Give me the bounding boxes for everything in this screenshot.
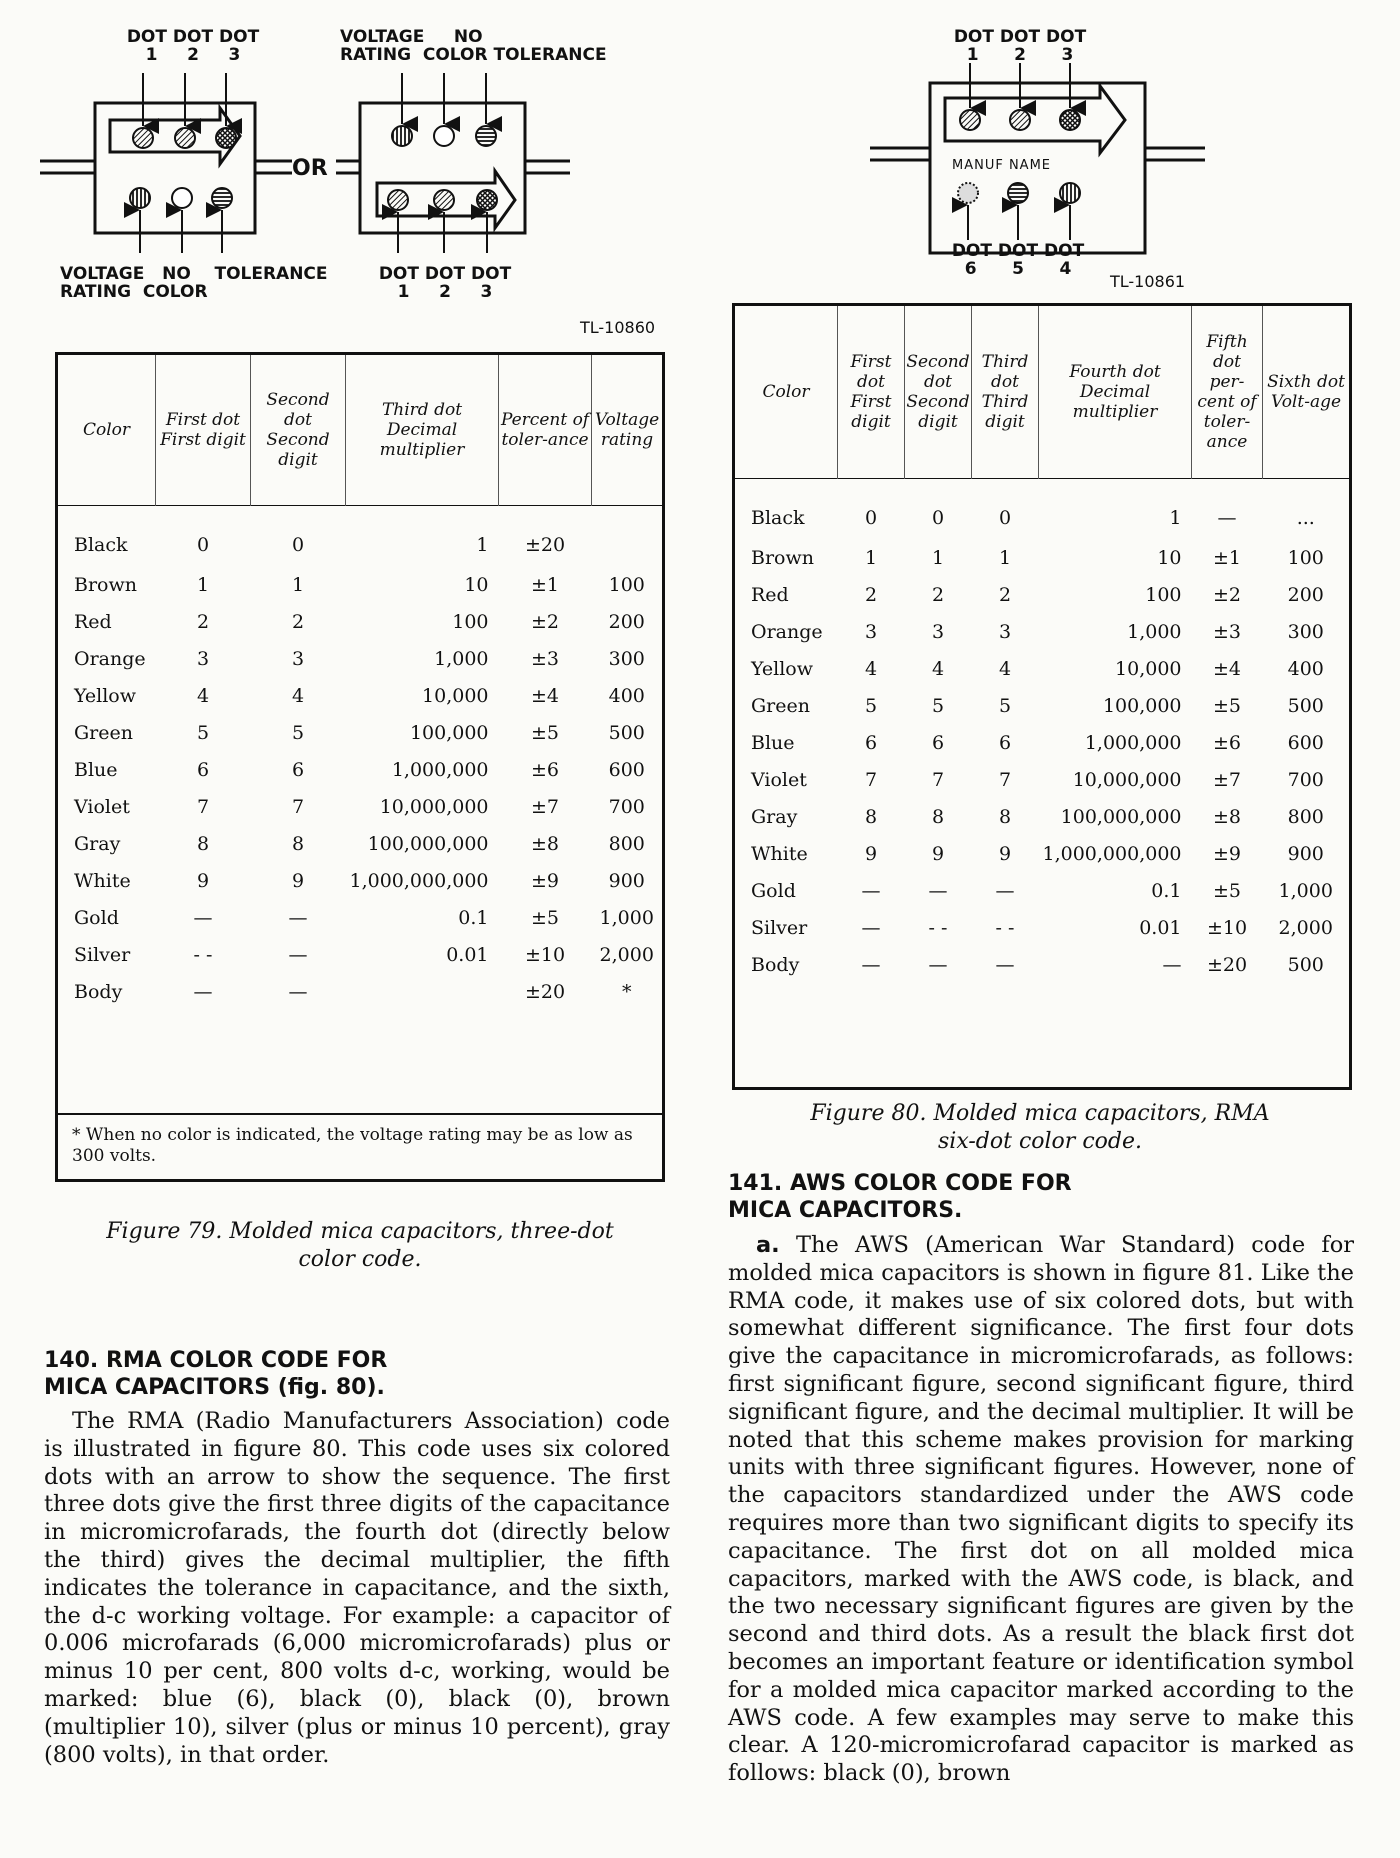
fig79-caption [60,1218,660,1274]
table-cell: ±5 [1213,879,1242,902]
color-name-cell: Red [751,583,789,606]
table-cell: ±8 [1213,805,1242,828]
table-cell: 1 [931,546,945,569]
col-header: Fourth dot Decimal multiplier [1039,306,1192,478]
color-name-cell: White [74,869,131,892]
fig79-table-frame [55,352,665,1182]
table-cell: 800 [1287,805,1324,828]
dot-number: 1 [145,45,158,65]
table-row [735,798,1349,835]
dot-3 [1060,110,1080,130]
table-cell: 8 [931,805,945,828]
table-cell: 1,000,000,000 [1042,842,1182,865]
table-cell: ±20 [524,980,566,1003]
color-name-cell: Yellow [751,657,813,680]
paragraph-label: a. [756,1232,780,1258]
section-140-heading [44,1347,684,1401]
color-label: COLOR [142,282,208,302]
table-row [735,478,1349,539]
col-header: Sixth dot Volt-age [1267,371,1345,412]
fig80-table [735,306,1349,983]
figure-ref: TL-10861 [1110,272,1186,291]
heading-line: MICA CAPACITORS (fig. 80). [44,1375,385,1400]
table-row [58,973,662,1010]
table-cell: — [928,879,948,902]
table-cell: 7 [998,768,1012,791]
table-row [58,936,662,973]
section-141-body [728,1232,1354,1788]
fig79-diagram [40,28,690,348]
table-cell: 2 [864,583,878,606]
rating-label-right: RATING [340,45,412,65]
table-cell: 0 [931,506,945,529]
table-cell: 1,000 [1127,620,1182,643]
table-cell: 600 [1287,731,1324,754]
color-name-cell: Brown [74,573,137,596]
table-cell: 400 [1287,657,1324,680]
table-cell: — [193,906,213,929]
table-cell: 1,000 [1278,879,1333,902]
table-cell: 10,000 [1115,657,1182,680]
table-cell: — [193,980,213,1003]
table-cell: 9 [196,869,210,892]
color-name-cell: Green [74,721,133,744]
rating-label: RATING [60,282,132,302]
table-row [58,714,662,751]
dot-label: DOT [424,264,466,284]
table-cell: ±5 [531,721,560,744]
table-cell: ±6 [531,758,560,781]
table-row [58,825,662,862]
table-cell: 5 [864,694,878,717]
fig80-table-frame [732,303,1352,1090]
dot-number: 2 [1014,45,1026,65]
table-cell: 5 [291,721,305,744]
table-row [735,576,1349,613]
col-header: Fifth dot per-cent of toler-ance [1192,306,1263,478]
table-cell: 1,000 [434,647,489,670]
table-cell: 2 [931,583,945,606]
table-cell: — [995,953,1015,976]
table-cell: 1,000,000 [391,758,489,781]
col-header: Third dot Decimal multiplier [346,355,499,505]
table-cell: 2 [196,610,210,633]
table-cell: — [861,953,881,976]
col-header: First dot First digit [838,306,905,478]
table-cell: ±20 [524,533,566,556]
table-cell: ±7 [531,795,560,818]
col-header: Second dot Second digit [251,355,346,505]
dot-number: 4 [1059,259,1072,279]
table-cell: 6 [864,731,878,754]
table-cell: - - [193,943,213,966]
table-cell: 0 [864,506,878,529]
dot-label: DOT [219,27,260,47]
caption-line: six-dot color code. [938,1129,1142,1154]
table-cell: 1 [998,546,1012,569]
table-row [58,640,662,677]
fig80-table-body [735,478,1349,983]
table-cell: ±9 [531,869,560,892]
table-row [58,788,662,825]
table-row [58,899,662,936]
voltage-dot-right [392,126,412,146]
color-name-cell: Gray [74,832,121,855]
col-header: Voltage rating [594,409,660,450]
voltage-label: VOLTAGE [60,264,145,284]
col-header: First dot First digit [156,355,251,505]
table-cell: 500 [1287,953,1324,976]
fig80-diagram [870,28,1260,298]
table-cell: 10,000,000 [1072,768,1182,791]
table-cell: 3 [196,647,210,670]
table-cell: 500 [1287,694,1324,717]
table-cell: 0 [196,533,210,556]
table-cell: 2,000 [599,943,654,966]
table-cell: - - [995,916,1015,939]
dot-label: DOT [999,27,1041,47]
table-cell: 3 [931,620,945,643]
table-row [735,946,1349,983]
col-header: Color [735,306,838,478]
dot-number: 1 [966,45,979,65]
dot-number: 2 [439,282,451,302]
table-cell: 8 [998,805,1012,828]
table-row [58,862,662,899]
table-cell: ±7 [1213,768,1242,791]
dot-label: DOT [1044,241,1085,261]
dot-1 [960,110,980,130]
table-cell: 10 [1157,546,1182,569]
dot-label: DOT [1046,27,1087,47]
dot-4 [1060,183,1080,203]
caption-line: color code. [298,1247,422,1272]
col-header: Percent of toler-ance [499,355,592,505]
table-cell: ±1 [1213,546,1242,569]
dot-label: DOT [172,27,214,47]
color-name-cell: Blue [74,758,118,781]
table-cell: 6 [931,731,945,754]
fig79-table [58,355,662,1010]
dot-6 [958,183,978,203]
col-header: Third dot Third digit [972,306,1039,478]
table-row [735,650,1349,687]
table-cell: 4 [931,657,945,680]
table-cell: ±4 [1213,657,1242,680]
dot-2 [1010,110,1030,130]
table-cell: 9 [291,869,305,892]
table-cell: 4 [864,657,878,680]
dot-label: DOT [471,264,512,284]
dot-number: 5 [1012,259,1024,279]
table-cell: 400 [608,684,645,707]
tolerance-label: TOLERANCE [214,264,328,284]
col-header: Second dot Second digit [905,306,972,478]
table-cell: — [928,953,948,976]
table-cell: 1,000,000 [1084,731,1182,754]
color-name-cell: Gold [751,879,796,902]
table-cell: 6 [196,758,210,781]
color-name-cell: Silver [751,916,808,939]
color-name-cell: Brown [751,546,814,569]
tolerance-label-right: TOLERANCE [493,45,607,65]
table-cell: ±2 [531,610,560,633]
dot-2 [175,128,195,148]
dot-number: 6 [964,259,977,279]
dot-label: DOT [126,27,167,47]
color-name-cell: Blue [751,731,795,754]
dot-number: 3 [1061,45,1074,65]
table-cell: 8 [864,805,878,828]
table-cell: — [1162,953,1182,976]
color-name-cell: Body [74,980,123,1003]
table-cell: 0.1 [1151,879,1182,902]
dot-number: 1 [397,282,410,302]
section-140-body: The RMA (Radio Manufacturers Association) code is illustrated in figure 80. This code uses six colored dots with an arrow to show the sequence. The first three dots give the first three digits of the capacitance in micromicrofarads, the fourth dot (directly below the third) gives the decimal multiplier, the fifth indicates the tolerance in capacitance, and the sixth, the d-c working voltage. For example: a capacitor of 0.006 microfarads (6,000 micromicrofarads) plus or minus 10 per cent, 800 volts d-c, working, would be marked: blue (6), black (0), black (0), brown (multiplier 10), silver (plus or minus 10 percent), gray (800 volts), in that order. [44,1408,670,1768]
table-cell: — [1217,506,1237,529]
table-cell: 7 [931,768,945,791]
table-cell: 100,000 [1102,694,1182,717]
no-label: NO [162,264,191,284]
capacitor-body-right [360,103,525,233]
table-cell: 800 [608,832,645,855]
color-name-cell: Orange [74,647,146,670]
table-cell: 7 [196,795,210,818]
table-cell: ±5 [531,906,560,929]
table-cell: 3 [998,620,1012,643]
caption-line: Figure 79. Molded mica capacitors, three-dot [106,1219,614,1244]
dot-label: DOT [997,241,1039,261]
color-name-cell: Black [751,506,805,529]
table-cell: 0.01 [1139,916,1182,939]
figure-ref: TL-10860 [580,318,656,337]
table-row [58,505,662,566]
table-cell: 300 [1287,620,1324,643]
table-cell: 7 [291,795,305,818]
dot-label: DOT [378,264,419,284]
table-cell: ±9 [1213,842,1242,865]
table-cell: 0 [291,533,305,556]
color-name-cell: Violet [74,795,130,818]
color-name-cell: Body [751,953,800,976]
no-label-right: NO [453,27,483,47]
table-cell: 9 [998,842,1012,865]
table-cell: 700 [608,795,645,818]
table-cell: ±8 [531,832,560,855]
table-cell: 0.01 [446,943,489,966]
table-cell: 4 [196,684,210,707]
table-cell: 1 [1169,506,1182,529]
table-cell: 6 [291,758,305,781]
table-cell: ±20 [1206,953,1248,976]
table-cell [592,505,662,566]
fig80-caption [740,1100,1340,1156]
table-cell: 1 [476,533,489,556]
table-cell: 4 [998,657,1012,680]
dot-2-right [434,190,454,210]
table-footnote: * When no color is indicated, the voltage rating may be as low as 300 volts. [58,1113,662,1179]
table-cell: ±3 [531,647,560,670]
table-row [735,835,1349,872]
table-row [735,687,1349,724]
dot-3-right [477,190,497,210]
table-row [735,613,1349,650]
table-cell: 900 [608,869,645,892]
table-cell: 0.1 [458,906,489,929]
table-cell: 100 [452,610,489,633]
table-cell: — [995,879,1015,902]
table-cell: 3 [864,620,878,643]
table-cell: 500 [608,721,645,744]
table-cell: 5 [931,694,945,717]
no-color-dot-right [434,126,454,146]
heading-line: 140. RMA COLOR CODE FOR [44,1348,388,1373]
table-cell: 200 [1287,583,1324,606]
table-cell: — [288,906,308,929]
dot-label: DOT [953,27,994,47]
color-name-cell: White [751,842,808,865]
table-cell: * [622,980,632,1003]
section-141-heading [728,1170,1368,1224]
dot-5 [1008,183,1028,203]
table-cell: ±6 [1213,731,1242,754]
table-cell: 600 [608,758,645,781]
table-cell: 3 [291,647,305,670]
table-cell: 6 [998,731,1012,754]
color-name-cell: Gray [751,805,798,828]
table-cell: 5 [998,694,1012,717]
dot-number: 3 [228,45,241,65]
manuf-name: MANUF NAME [952,158,1052,173]
table-cell: 2 [291,610,305,633]
table-cell: 10,000 [422,684,489,707]
table-cell: 8 [291,832,305,855]
table-cell: 100 [1145,583,1182,606]
table-cell: 200 [608,610,645,633]
color-name-cell: Gold [74,906,119,929]
table-cell: ±10 [524,943,566,966]
paragraph-text: The AWS (American War Standard) code for molded mica capacitors is shown in figure 81. Like the RMA code, it makes use of six colored dots, but with somewhat different significance. The first four dots give the capacitance in micromicrofarads, as follows: first significant figure, second significant figure, third significant figure, and the decimal multiplier. It will be noted that this scheme makes provision for marking units with three significant figures. However, none of the capacitors standardized under the AWS code requires more than two significant digits to specify its capacitance. The first dot on all molded mica capacitors, marked with the AWS code, is black, and the two necessary significant figures are given by the second and third dots. As a result the black first dot becomes an important feature or identification symbol for a molded mica capacitor marked according to the AWS code. A few examples may serve to make this clear. A 120-micromicrofarad capacitor is marked as follows: black (0), brown [728,1232,1354,1787]
table-cell: 900 [1287,842,1324,865]
heading-line: MICA CAPACITORS. [728,1198,963,1223]
col-header: Color [58,355,156,505]
table-cell: 100 [1287,546,1324,569]
table-cell: 1 [196,573,210,596]
color-name-cell: Black [74,533,128,556]
tolerance-dot-right [476,126,496,146]
table-row [735,909,1349,946]
voltage-dot [130,188,150,208]
table-cell: - - [928,916,948,939]
table-cell: ±2 [1213,583,1242,606]
table-row [58,566,662,603]
table-cell: 10,000,000 [379,795,489,818]
heading-line: 141. AWS COLOR CODE FOR [728,1171,1072,1196]
table-cell: 9 [864,842,878,865]
table-row [735,724,1349,761]
table-cell [346,973,499,1010]
dot-number: 2 [187,45,199,65]
table-row [58,677,662,714]
table-cell: ±5 [1213,694,1242,717]
table-cell: ±4 [531,684,560,707]
table-cell: 100,000 [409,721,489,744]
table-cell: — [288,943,308,966]
dot-1 [133,128,153,148]
table-cell: 7 [864,768,878,791]
table-cell: 100,000,000 [367,832,489,855]
color-name-cell: Silver [74,943,131,966]
table-cell: 700 [1287,768,1324,791]
color-label-right: COLOR [422,45,488,65]
color-name-cell: Orange [751,620,823,643]
table-cell: ... [1296,506,1315,529]
dot-number: 3 [480,282,493,302]
table-row [58,751,662,788]
table-cell: 300 [608,647,645,670]
caption-line: Figure 80. Molded mica capacitors, RMA [810,1101,1270,1126]
color-name-cell: Red [74,610,112,633]
table-cell: 1 [291,573,305,596]
voltage-label-right: VOLTAGE [340,27,425,47]
color-name-cell: Yellow [74,684,136,707]
table-cell: 9 [931,842,945,865]
color-name-cell: Green [751,694,810,717]
table-cell: 100 [608,573,645,596]
table-cell: 1 [864,546,878,569]
dot-1-right [388,190,408,210]
table-cell: 100,000,000 [1060,805,1182,828]
table-cell: 0 [998,506,1012,529]
table-cell: — [288,980,308,1003]
table-cell: 10 [464,573,489,596]
dot-label: DOT [951,241,992,261]
table-cell: ±3 [1213,620,1242,643]
table-cell: 2 [998,583,1012,606]
table-cell: 1,000 [599,906,654,929]
table-row [735,761,1349,798]
table-cell: 5 [196,721,210,744]
color-name-cell: Violet [751,768,807,791]
no-color-dot [172,188,192,208]
table-cell: 8 [196,832,210,855]
fig79-table-body [58,505,662,1010]
table-cell: 1,000,000,000 [349,869,489,892]
or-label: OR [292,156,328,181]
tolerance-dot [212,188,232,208]
table-cell: ±10 [1206,916,1248,939]
table-row [735,872,1349,909]
table-cell: 4 [291,684,305,707]
dot-3 [216,128,236,148]
table-cell: 2,000 [1278,916,1333,939]
table-cell: ±1 [531,573,560,596]
table-row [735,539,1349,576]
table-cell: — [861,879,881,902]
table-cell: — [861,916,881,939]
table-row [58,603,662,640]
